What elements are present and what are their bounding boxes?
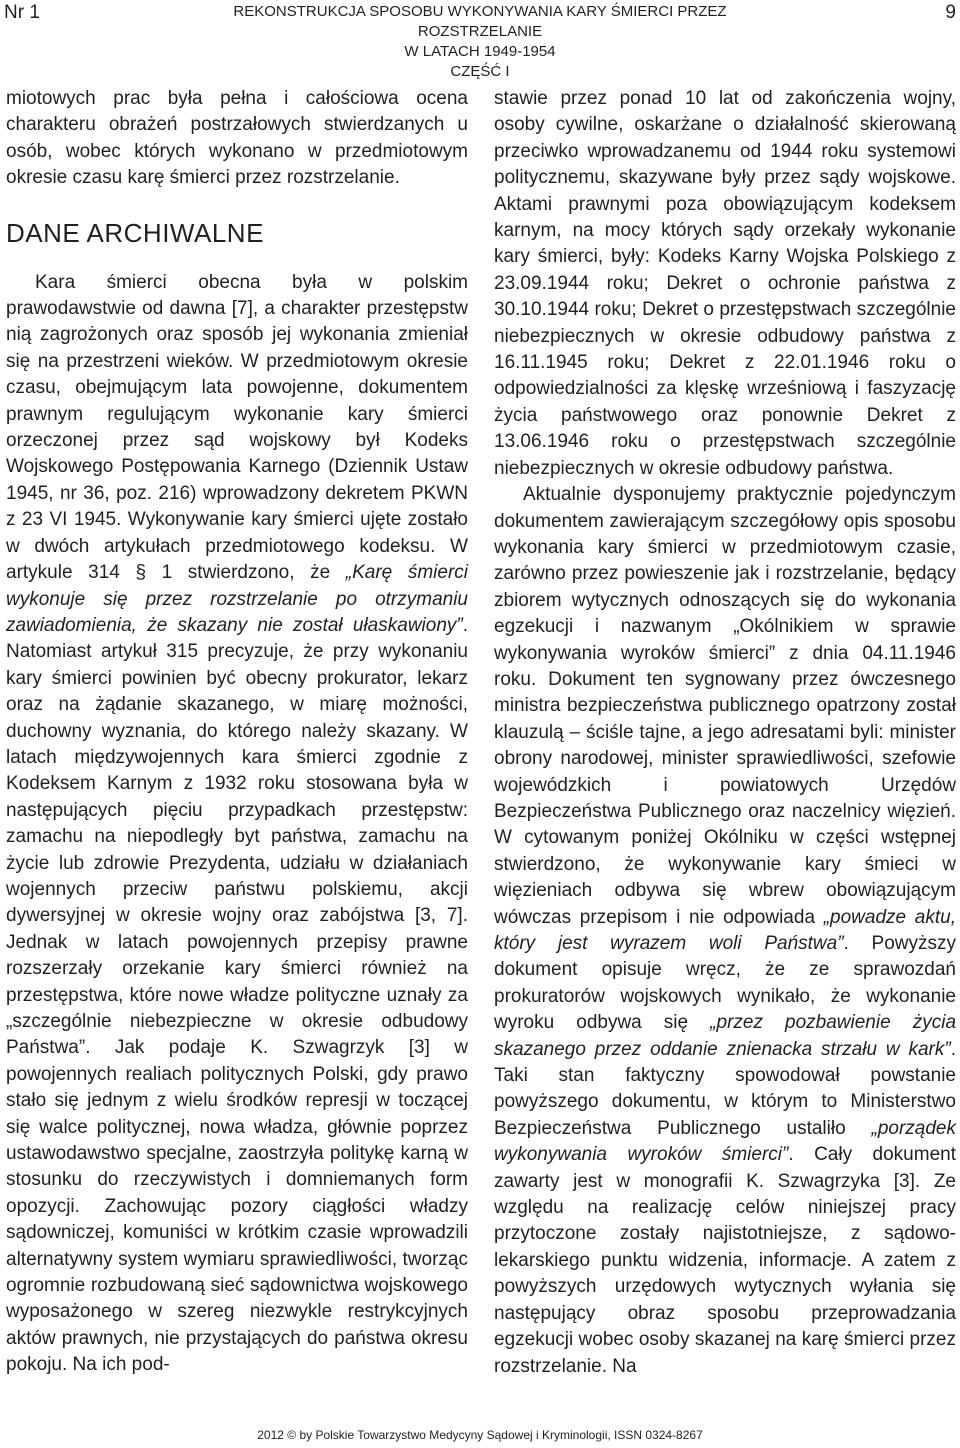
text-run: . Cały dokument zawarty jest w monografii K. Szwagrzyka [3]. Ze względu na realizację celów niniejszej pracy przytoczone zostały najistotniejsze, z sądowo-lekarskiego punktu widzenia, informacje. A zatem z powyższych urzędowych wytycznych wyłania się następujący obraz sposobu przeprowadzania egzekucji wobec osoby skazanej na karę śmierci przez rozstrzelanie. Na [494, 1144, 956, 1377]
running-header-line3: CZĘŚĆ I [450, 63, 510, 80]
text-run: . Natomiast artykuł 315 precyzuje, że przy wykonaniu kary śmierci powinien być obecny prokurator, lekarz oraz na żądanie skazanego, w miarę możności, duchowny wyznania, do którego należy skazany. W latach międzywojennych kara śmierci zgodnie z Kodeksem Karnym z 1932 roku stosowana była w następujących pięciu przypadkach przestępstw: zamachu na niepodległy byt państwa, zamachu na życie lub zdrowie Prezydenta, udziału w działaniach wojennych przeciw państwu polskiemu, akcji dywersyjnej w okresie wojny oraz zabójstwa [3, 7]. Jednak w latach powojennych przepisy prawne rozszerzały orzekanie kary śmierci również na przestępstwa, które nowe władze polityczne uznały za „szczególnie niebezpieczne w okresie odbudowy Państwa”. Jak podaje K. Szwagrzyk [3] w powojennych realiach politycznych Polski, gdy prawo stało się jednym z wielu środków represji w toczącej się walce politycznej, nowa władza, głównie poprzez ustawodawstwo specjalne, zaostrzyła politykę karną w stosunku do rzeczywistych i domniemanych form opozycji. Zachowując pozory ciągłości władzy sądowniczej, komuniści w krótkim czasie wprowadzili alternatywny system wymiaru sprawiedliwości, tworząc ogromnie rozbudowaną sieć sądownictwa wojskowego wyposażonego w szereg niezwykle restrykcyjnych aktów prawnych, nie przystających do państwa okresu pokoju. Na ich pod- [6, 614, 468, 1376]
quote: „przez pozbawienie życia skazanego przez oddanie znienacka strzału w kark” [494, 1012, 957, 1060]
text-run: . Powyższy dokument opisuje wręcz, że ze sprawozdań prokuratorów wojskowych wynikało, że wykonanie wyroku odbywa się [494, 933, 956, 1034]
running-header-line1: REKONSTRUKCJA SPOSOBU WYKONYWANIA KARY ŚMIERCI PRZEZ ROZSTRZELANIE [233, 3, 727, 40]
text-run: . Taki stan faktyczny spowodował powstanie powyższego dokumentu, w którym to Ministerstwo Bezpieczeństwa Publicznego ustaliło [494, 1038, 956, 1139]
page-number: 9 [945, 2, 956, 23]
right-column [494, 86, 956, 1380]
section-heading: DANE ARCHIWALNE [6, 217, 264, 248]
paragraph-archival-data [6, 270, 468, 1379]
paragraph-continuation: miotowych prac była pełna i całościowa ocena charakteru obrażeń postrzałowych stwierdzanych u osób, wobec których wykonano w przedmiotowym okresie czasu karę śmierci przez rozstrzelanie. [6, 88, 468, 189]
left-column [6, 86, 468, 1379]
quoted-article: „Karę śmierci wykonuje się przez rozstrzelanie po otrzymaniu zawiadomienia, że skazany nie został ułaskawiony” [6, 562, 469, 636]
quote: „porządek wykonywania wyroków śmierci” [494, 1117, 956, 1166]
paragraph-continuation: stawie przez ponad 10 lat od zakończenia wojny, osoby cywilne, oskarżane o działalność skierowaną przeciwko wprowadzanemu od 1944 roku systemowi politycznemu, skazywane były przez sądy wojskowe. Aktami prawnymi poza obowiązującym kodeksem karnym, na mocy których sądy orzekały wykonanie kary śmierci, były: Kodeks Karny Wojska Polskiego z 23.09.1944 roku; Dekret o ochronie państwa z 30.10.1944 roku; Dekret o przestępstwach szczególnie niebezpiecznych w okresie odbudowy państwa z 16.11.1945 roku; Dekret z 22.01.1946 roku o odpowiedzialności za klęskę wrześniową i faszyzację życia państwowego oraz ponownie Dekret z 13.06.1946 roku o przestępstwach szczególnie niebezpiecznych w okresie odbudowy państwa. [494, 88, 956, 479]
quote: „powadze aktu, który jest wyrazem woli Państwa” [494, 906, 956, 954]
issue-number: Nr 1 [4, 2, 40, 23]
paragraph-circular [494, 482, 956, 1380]
copyright-footer: 2012 © by Polskie Towarzystwo Medycyny Sądowej i Kryminologii, ISSN 0324-8267 [257, 1428, 703, 1442]
text-run: Aktualnie dysponujemy praktycznie pojedynczym dokumentem zawierającym szczegółowy opis sposobu wykonania kary śmierci w przedmiotowym czasie, zarówno przez powieszenie jak i rozstrzelanie, będący zbiorem wytycznych odnoszących się do wykonania egzekucji i nazwanym „Okólnikiem w sprawie wykonywania wyroków śmierci” z dnia 04.11.1946 roku. Dokument ten sygnowany przez ówczesnego ministra bezpieczeństwa publicznego opatrzony został klauzulą – ściśle tajne, a jego adresatami byli: minister obrony narodowej, minister sprawiedliwości, szefowie wojewódzkich i powiatowych Urzędów Bezpieczeństwa Publicznego oraz naczelnicy więzień. W cytowanym poniżej Okólniku w części wstępnej stwierdzono, że wykonywanie kary śmieci w więzieniach odbywa się wbrew obowiązującym wówczas przepisom i nie odpowiada [494, 484, 956, 928]
running-header [180, 2, 780, 82]
text-run: Kara śmierci obecna była w polskim prawodawstwie od dawna [7], a charakter przestępstw nią zagrożonych oraz sposób jej wykonania zmieniał się na przestrzeni wieków. W przedmiotowym okresie czasu, obejmującym lata powojenne, dokumentem prawnym regulującym wykonanie kary śmierci orzeczonej przez sąd wojskowy był Kodeks Wojskowego Postępowania Karnego (Dziennik Ustaw 1945, nr 36, poz. 216) wprowadzony dekretem PKWN z 23 VI 1945. Wykonywanie kary śmierci ujęte zostało w dwóch artykułach przedmiotowego kodeksu. W artykule 314 § 1 stwierdzono, że [6, 271, 468, 584]
running-header-line2: W LATACH 1949-1954 [404, 43, 556, 60]
